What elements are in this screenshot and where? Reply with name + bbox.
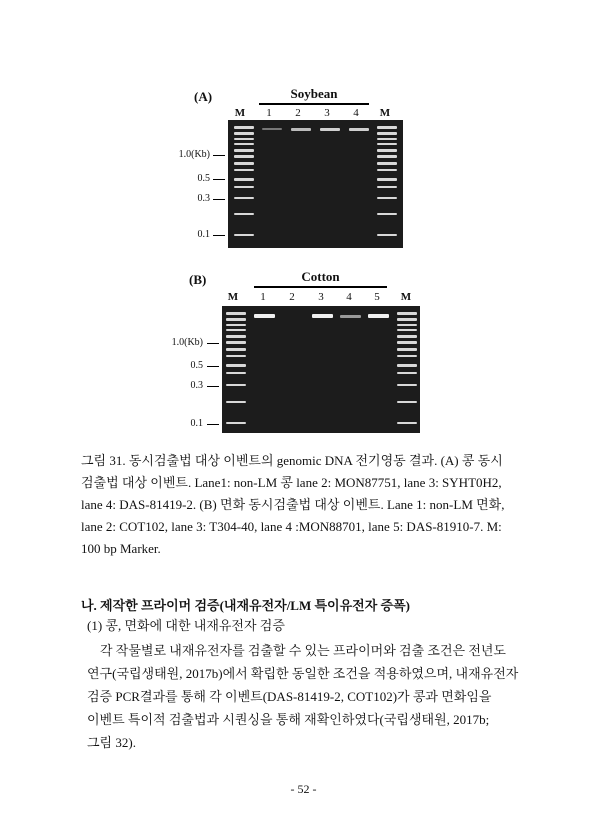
caption-line: lane 4: DAS-81419-2. (B) 면화 동시검출법 대상 이벤트. Lane 1: non-LM 면화, [81,497,505,512]
ladder-band [377,162,397,165]
marker-tick [213,179,225,180]
ladder-band [234,143,254,145]
figure-caption [81,450,527,560]
section-subheading: (1) 콩, 면화에 대한 내재유전자 검증 [87,618,285,633]
panel-a-lane-label: 1 [266,107,272,119]
body-line: 이벤트 특이적 검출법과 시퀀싱을 통해 재확인하였다(국립생태원, 2017b; [87,712,490,727]
section-body [87,639,527,754]
panel-b-title-rule [254,286,387,288]
ladder-band [226,312,246,315]
sample-band [349,128,369,131]
marker-tick [207,424,219,425]
marker-tick [213,235,225,236]
ladder-band [234,234,254,236]
ladder-band [377,178,397,181]
body-line: 연구(국립생태원, 2017b)에서 확립한 동일한 조건을 적용하였으며, 내재유전자 [87,666,519,681]
ladder-band [377,186,397,188]
ladder-band [234,149,254,152]
ladder-band [226,372,246,374]
ladder-band [377,169,397,171]
ladder-band [397,318,417,321]
panel-b-lane-label: M [227,291,239,303]
ladder-band [226,318,246,321]
ladder-band [226,348,246,351]
ladder-band [226,335,246,338]
ladder-band [397,324,417,326]
ladder-band [377,155,397,158]
ladder-band [397,341,417,344]
panel-b-gel-image [222,306,420,433]
panel-b-lane-label: M [400,291,412,303]
sample-band [254,314,275,318]
panel-a-lane-label: 4 [353,107,359,119]
marker-tick [207,386,219,387]
panel-a-size-marker: 0.3 [197,193,210,204]
body-line: 검증 PCR결과를 통해 각 이벤트(DAS-81419-2, COT102)가 콩과 면화임을 [87,689,492,704]
ladder-band [226,329,246,331]
ladder-band [397,372,417,374]
ladder-band [234,155,254,158]
section-heading: 나. 제작한 프라이머 검증(내재유전자/LM 특이유전자 증폭) [81,598,410,613]
panel-a-size-marker: 1.0(Kb) [178,149,210,160]
caption-line: 검출법 대상 이벤트. Lane1: non-LM 콩 lane 2: MON87751, lane 3: SYHT0H2, [81,475,502,490]
panel-a-lane-label: 2 [295,107,301,119]
ladder-band [226,341,246,344]
panel-b-lane-label: 3 [318,291,324,303]
sample-band [368,314,389,318]
ladder-band [377,143,397,145]
marker-tick [213,155,225,156]
panel-b-label: (B) [189,272,207,287]
body-line: 그림 32). [87,735,136,750]
ladder-band [226,384,246,386]
sample-band [262,128,282,130]
caption-line: lane 2: COT102, lane 3: T304-40, lane 4 :MON88701, lane 5: DAS-81910-7. M: [81,519,502,534]
panel-a-title: Soybean [290,86,338,101]
ladder-band [377,197,397,199]
ladder-band [397,422,417,424]
caption-line: 그림 31. 동시검출법 대상 이벤트의 genomic DNA 전기영동 결과. (A) 콩 동시 [81,453,503,468]
panel-b-lane-label: 5 [374,291,380,303]
ladder-band [234,186,254,188]
page-number: - 52 - [290,782,317,796]
ladder-band [377,149,397,152]
panel-a-label: (A) [194,89,213,104]
ladder-band [397,312,417,315]
ladder-band [226,401,246,403]
ladder-band [377,234,397,236]
marker-tick [207,366,219,367]
sample-band [320,128,340,131]
ladder-band [377,126,397,129]
ladder-band [234,197,254,199]
marker-tick [207,343,219,344]
ladder-band [377,132,397,135]
ladder-band [377,138,397,140]
ladder-band [234,213,254,215]
panel-b-size-marker: 0.5 [190,360,203,371]
ladder-band [234,126,254,129]
ladder-band [397,384,417,386]
ladder-band [397,355,417,357]
ladder-band [377,213,397,215]
panel-a-lane-label: 3 [324,107,330,119]
ladder-band [226,364,246,367]
ladder-band [397,364,417,367]
panel-b-size-marker: 0.3 [190,380,203,391]
panel-b-title: Cotton [301,269,340,284]
ladder-band [234,162,254,165]
panel-b-size-marker: 0.1 [190,418,203,429]
panel-a-lane-label: M [379,107,391,119]
ladder-band [226,324,246,326]
panel-b-size-marker: 1.0(Kb) [171,337,203,348]
ladder-band [397,401,417,403]
panel-b-lane-label: 2 [289,291,295,303]
panel-b-lane-label: 1 [260,291,266,303]
ladder-band [234,178,254,181]
sample-band [291,128,311,131]
ladder-band [234,169,254,171]
ladder-band [234,132,254,135]
ladder-band [234,138,254,140]
panel-a-gel-image [228,120,403,248]
panel-b-lane-label: 4 [346,291,352,303]
body-line: 각 작물별로 내재유전자를 검출할 수 있는 프라이머와 검출 조건은 전년도 [100,643,506,658]
ladder-band [397,335,417,338]
ladder-band [226,422,246,424]
ladder-band [226,355,246,357]
panel-a-lane-label: M [234,107,246,119]
panel-a-size-marker: 0.1 [197,229,210,240]
panel-a-title-rule [259,103,369,105]
sample-band [312,314,333,318]
panel-a-size-marker: 0.5 [197,173,210,184]
ladder-band [397,329,417,331]
caption-line: 100 bp Marker. [81,541,161,556]
sample-band [340,315,361,318]
ladder-band [397,348,417,351]
marker-tick [213,199,225,200]
